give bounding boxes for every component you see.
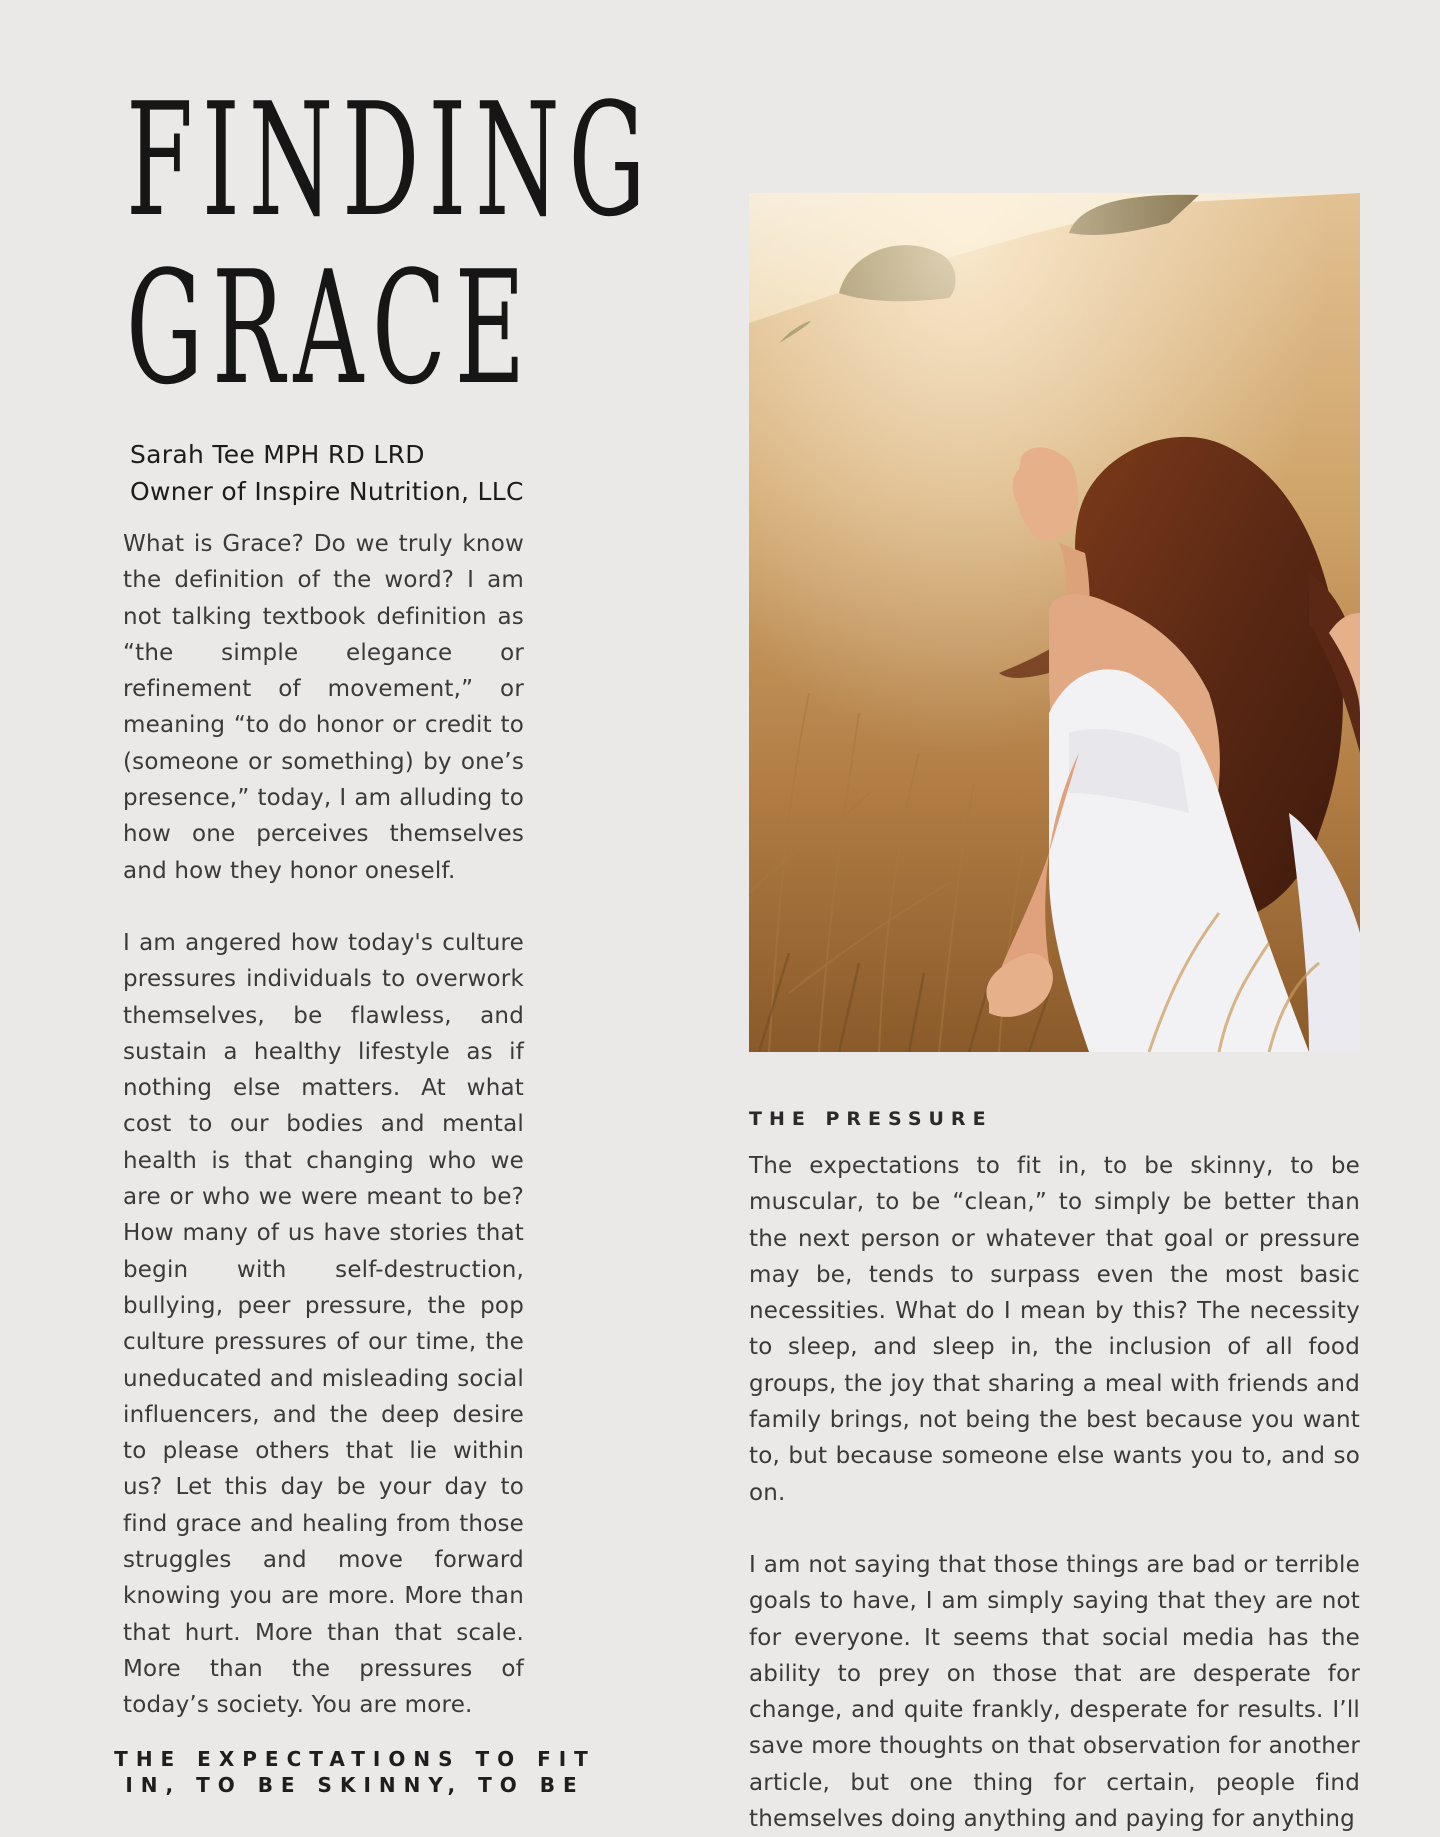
author-role: Owner of Inspire Nutrition, LLC — [130, 477, 524, 506]
paragraph: What is Grace? Do we truly know the definition of the word? I am not talking textbook definition as “the simple elegance or refinement of movement,” or meaning “to do honor or credit to (someone or something) by one’s presence,” today, I am alluding to how one perceives themselves and how they honor oneself. — [123, 531, 524, 884]
right-column — [749, 1148, 1360, 1837]
title-line-1: FINDING — [126, 69, 655, 251]
title-line-2: GRACE — [126, 237, 534, 419]
woman-in-wheat-field-photo — [749, 193, 1360, 1052]
section-heading: THE PRESSURE — [749, 1108, 993, 1130]
paragraph: I am angered how today's culture pressures individuals to overwork themselves, be flawless, and sustain a healthy lifestyle as if nothing else matters. At what cost to our bodies and mental health is that changing who we are or who we were meant to be? How many of us have stories that begin with self-destruction, bullying, peer pressure, the pop culture pressures of our time, the uneducated and misleading social influencers, and the deep desire to please others that lie within us? Let this day be your day to find grace and healing from those struggles and move forward knowing you are more. More than that hurt. More than that scale. More than the pressures of today’s society. You are more. — [123, 929, 524, 1719]
left-column — [123, 526, 524, 1724]
pull-quote: THE EXPECTATIONS TO FIT IN, TO BE SKINNY, TO BE — [114, 1747, 596, 1797]
photo-illustration — [749, 193, 1360, 1052]
author-name: Sarah Tee MPH RD LRD — [130, 440, 425, 469]
paragraph: The expectations to fit in, to be skinny, to be muscular, to be “clean,” to simply be better than the next person or whatever that goal or pressure may be, tends to surpass even the most basic necessities. What do I mean by this? The necessity to sleep, and sleep in, the inclusion of all food groups, the joy that sharing a meal with friends and family brings, not being the best because you want to, but because someone else wants you to, and so on. — [749, 1153, 1360, 1506]
author-byline — [130, 436, 524, 510]
paragraph: I am not saying that those things are bad or terrible goals to have, I am simply saying that they are not for everyone. It seems that social media has the ability to prey on those that are desperate for change, and quite frankly, desperate for results. I’ll save more thoughts on that observation for another article, but one thing for certain, people find themselves doing anything and paying for anything — [749, 1551, 1360, 1833]
